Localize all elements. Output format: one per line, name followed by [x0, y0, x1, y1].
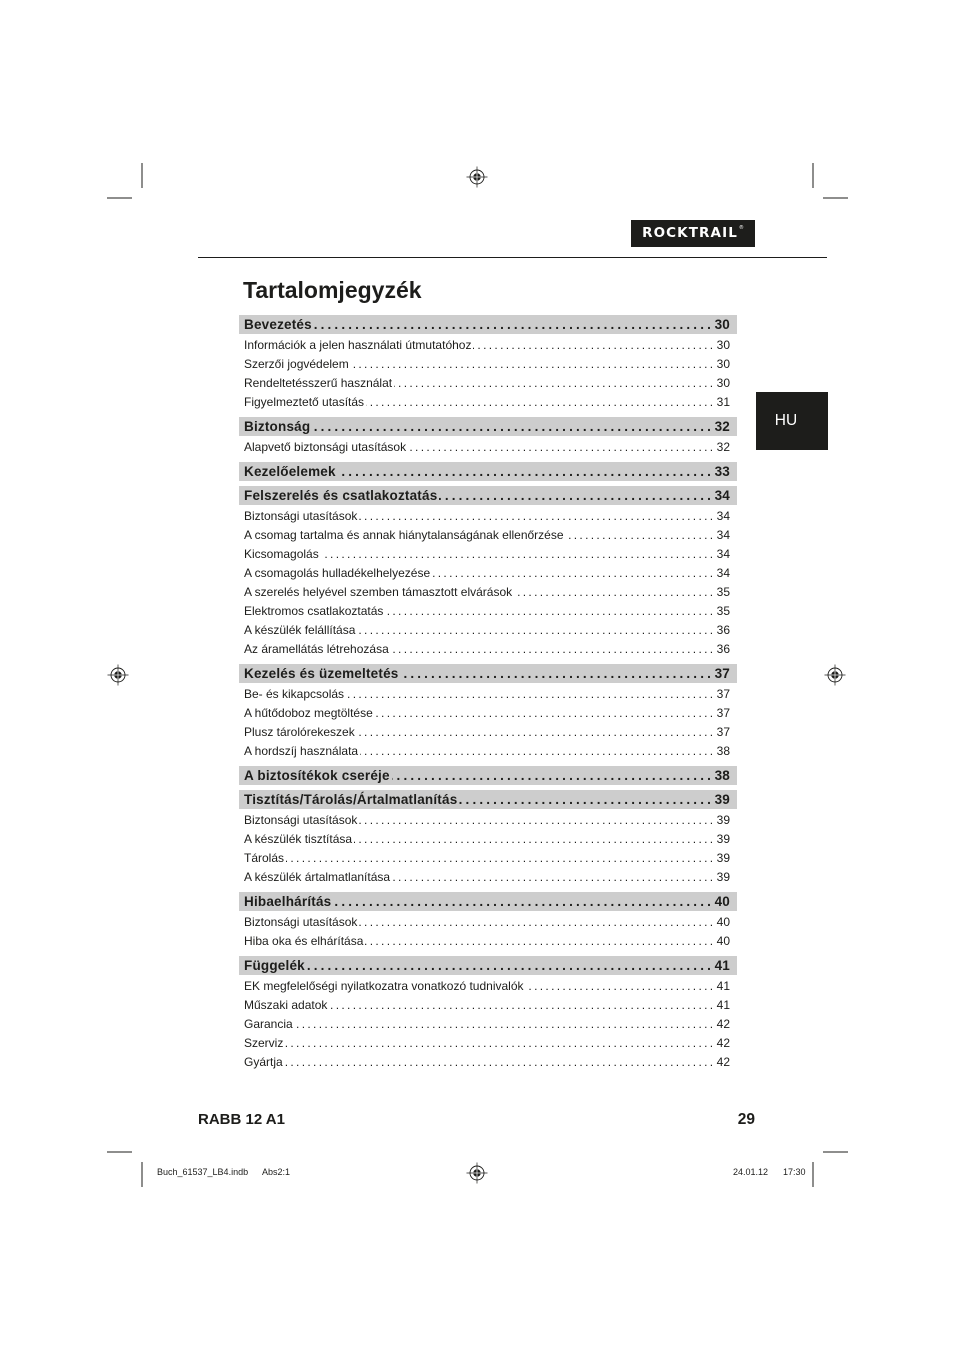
- toc-section-title: Bevezetés: [244, 317, 312, 332]
- toc-item-title: Biztonsági utasítások: [244, 915, 358, 929]
- toc-item-title: A hordszíj használata: [244, 744, 359, 758]
- toc-item-title: Információk a jelen használati útmutatóhoz: [244, 338, 472, 352]
- toc-item-title: A csomag tartalma és annak hiánytalanságának ellenőrzése: [244, 528, 564, 542]
- toc-section: [239, 766, 737, 785]
- registration-mark-top-icon: [467, 167, 488, 188]
- toc-section: [239, 956, 737, 1072]
- toc-section-header: [239, 664, 737, 683]
- dot-leader: [357, 621, 712, 640]
- toc-section: [239, 462, 737, 481]
- toc-section-header: [239, 315, 737, 334]
- toc-item: [239, 602, 737, 621]
- dot-leader: [439, 486, 710, 505]
- toc-section-page: 37: [714, 666, 730, 681]
- toc-item: [239, 355, 737, 374]
- toc-section: [239, 790, 737, 887]
- brand-logo-text: ROCKTRAIL: [642, 225, 738, 241]
- toc-item-page: 40: [716, 915, 730, 929]
- toc-item-page: 39: [716, 870, 730, 884]
- dot-leader: [357, 723, 713, 742]
- toc-item-title: Be- és kikapcsolás: [244, 687, 345, 701]
- toc-item-page: 42: [716, 1036, 730, 1050]
- toc-item: [239, 1034, 737, 1053]
- toc-item: [239, 830, 737, 849]
- toc-item: [239, 977, 737, 996]
- toc-section-header: [239, 892, 737, 911]
- toc-section-title: Függelék: [244, 958, 305, 973]
- language-tab-label: HU: [774, 412, 798, 429]
- toc-section-header: [239, 790, 737, 809]
- toc-item: [239, 564, 737, 583]
- header-rule: [198, 257, 827, 258]
- toc-item: [239, 1053, 737, 1072]
- dot-leader: [408, 438, 713, 457]
- dot-leader: [354, 830, 713, 849]
- toc-item-title: Tárolás: [244, 851, 285, 865]
- toc-item-title: Biztonsági utasítások: [244, 813, 358, 827]
- dot-leader: [365, 932, 712, 951]
- registration-mark-right-icon: [825, 665, 846, 686]
- toc-section-title: Biztonság: [244, 419, 311, 434]
- toc-section-header: [239, 462, 737, 481]
- page-title: Tartalomjegyzék: [243, 277, 422, 303]
- dot-leader: [285, 1053, 713, 1072]
- toc-item: [239, 336, 737, 355]
- dot-leader: [432, 564, 713, 583]
- dot-leader: [394, 374, 713, 393]
- dot-leader: [307, 956, 711, 975]
- slug-date: 24.01.12: [733, 1167, 769, 1177]
- toc-item-title: Az áramellátás létrehozása: [244, 642, 389, 656]
- toc-item: [239, 849, 737, 868]
- toc-section-page: 39: [714, 792, 730, 807]
- toc-section: [239, 486, 737, 659]
- toc-section-title: Kezelőelemek: [244, 464, 336, 479]
- dot-leader: [321, 545, 713, 564]
- dot-leader: [359, 913, 712, 932]
- dot-leader: [359, 507, 712, 526]
- toc-section-header: [239, 766, 737, 785]
- toc-section-page: 41: [714, 958, 730, 973]
- footer-page-number: 29: [737, 1111, 755, 1128]
- toc-section-header: [239, 417, 737, 436]
- toc-item: [239, 545, 737, 564]
- toc-item-page: 39: [716, 851, 730, 865]
- toc-item: [239, 640, 737, 659]
- dot-leader: [285, 1034, 712, 1053]
- toc-section-page: 38: [714, 768, 730, 783]
- table-of-contents: [239, 315, 737, 1077]
- toc-item-title: A készülék tisztítása: [244, 832, 353, 846]
- toc-item-page: 35: [716, 604, 730, 618]
- footer-model-number: RABB 12 A1: [198, 1111, 285, 1128]
- toc-item: [239, 723, 737, 742]
- toc-item-page: 30: [716, 376, 730, 390]
- dot-leader: [514, 583, 713, 602]
- language-tab: [756, 392, 828, 450]
- toc-item-page: 30: [716, 338, 730, 352]
- toc-item-page: 36: [716, 623, 730, 637]
- toc-item: [239, 868, 737, 887]
- dot-leader: [359, 811, 712, 830]
- toc-item-title: Kicsomagolás: [244, 547, 319, 561]
- toc-item-title: Gyártja: [244, 1055, 283, 1069]
- toc-item-title: A készülék felállítása: [244, 623, 356, 637]
- toc-section-title: Hibaelhárítás: [244, 894, 332, 909]
- toc-item-page: 37: [716, 687, 730, 701]
- dot-leader: [375, 704, 713, 723]
- dot-leader: [385, 602, 712, 621]
- toc-item-page: 34: [716, 566, 730, 580]
- toc-item-title: Plusz tárolórekeszek: [244, 725, 355, 739]
- toc-item: [239, 685, 737, 704]
- dot-leader: [329, 996, 712, 1015]
- toc-item-title: A csomagolás hulladékelhelyezése: [244, 566, 431, 580]
- toc-item: [239, 526, 737, 545]
- toc-section: [239, 417, 737, 457]
- brand-logo: [631, 220, 755, 247]
- dot-leader: [400, 664, 710, 683]
- toc-item-title: Alapvető biztonsági utasítások: [244, 440, 407, 454]
- registration-mark-left-icon: [108, 665, 129, 686]
- toc-section-page: 34: [714, 488, 730, 503]
- toc-item-page: 37: [716, 706, 730, 720]
- toc-item: [239, 996, 737, 1015]
- toc-item-title: EK megfelelőségi nyilatkozatra vonatkozó tudnivalók: [244, 979, 524, 993]
- slug-page-ref: Abs2:1: [262, 1167, 291, 1177]
- toc-section: [239, 664, 737, 761]
- toc-item-page: 40: [716, 934, 730, 948]
- dot-leader: [351, 355, 713, 374]
- toc-item-page: 38: [716, 744, 730, 758]
- toc-item-title: Garancia: [244, 1017, 293, 1031]
- toc-item-page: 34: [716, 509, 730, 523]
- toc-section-title: Kezelés és üzemeltetés: [244, 666, 399, 681]
- toc-item: [239, 393, 737, 412]
- toc-item-page: 30: [716, 357, 730, 371]
- toc-item: [239, 811, 737, 830]
- toc-item: [239, 583, 737, 602]
- dot-leader: [366, 393, 713, 412]
- toc-item-page: 36: [716, 642, 730, 656]
- dot-leader: [346, 685, 713, 704]
- registered-mark: ®: [738, 224, 744, 231]
- toc-item-title: Műszaki adatok: [244, 998, 328, 1012]
- toc-section-title: Tisztítás/Tárolás/Ártalmatlanítás: [244, 792, 458, 807]
- dot-leader: [338, 462, 711, 481]
- toc-section-page: 30: [714, 317, 730, 332]
- toc-section-title: A biztosítékok cseréje: [244, 768, 390, 783]
- toc-item-title: Rendeltetésszerű használat: [244, 376, 393, 390]
- toc-item-title: Figyelmeztető utasítás: [244, 395, 365, 409]
- toc-item-title: Biztonsági utasítások: [244, 509, 358, 523]
- dot-leader: [392, 766, 711, 785]
- toc-item-page: 37: [716, 725, 730, 739]
- dot-leader: [312, 417, 710, 436]
- toc-section-page: 32: [714, 419, 730, 434]
- toc-item-title: Szerzői jogvédelem: [244, 357, 349, 371]
- toc-item: [239, 507, 737, 526]
- toc-item-page: 32: [716, 440, 730, 454]
- slug-file-name: Buch_61537_LB4.indb: [157, 1167, 249, 1177]
- toc-item-title: Hiba oka és elhárítása: [244, 934, 364, 948]
- toc-section-page: 33: [714, 464, 730, 479]
- toc-item: [239, 742, 737, 761]
- toc-item-title: A szerelés helyével szemben támasztott elvárások: [244, 585, 513, 599]
- toc-item: [239, 621, 737, 640]
- toc-item-page: 34: [716, 547, 730, 561]
- dot-leader: [459, 790, 710, 809]
- toc-item: [239, 913, 737, 932]
- toc-item-page: 42: [716, 1055, 730, 1069]
- slug-time: 17:30: [783, 1167, 806, 1177]
- toc-item-page: 39: [716, 832, 730, 846]
- dot-leader: [392, 868, 713, 887]
- dot-leader: [566, 526, 713, 545]
- toc-item: [239, 704, 737, 723]
- toc-section-header: [239, 956, 737, 975]
- toc-section: [239, 892, 737, 951]
- toc-item-page: 41: [716, 998, 730, 1012]
- toc-item: [239, 932, 737, 951]
- toc-item-page: 42: [716, 1017, 730, 1031]
- toc-section-title: Felszerelés és csatlakoztatás: [244, 488, 438, 503]
- dot-leader: [286, 849, 713, 868]
- toc-item-page: 34: [716, 528, 730, 542]
- dot-leader: [314, 315, 711, 334]
- toc-section-header: [239, 486, 737, 505]
- toc-item: [239, 1015, 737, 1034]
- dot-leader: [473, 336, 712, 355]
- dot-leader: [360, 742, 713, 761]
- toc-section: [239, 315, 737, 412]
- dot-leader: [333, 892, 710, 911]
- toc-item: [239, 374, 737, 393]
- dot-leader: [391, 640, 713, 659]
- toc-item: [239, 438, 737, 457]
- toc-item-page: 31: [716, 395, 730, 409]
- toc-item-title: Elektromos csatlakoztatás: [244, 604, 384, 618]
- toc-item-title: Szerviz: [244, 1036, 284, 1050]
- toc-item-title: A hűtődoboz megtöltése: [244, 706, 373, 720]
- dot-leader: [295, 1015, 713, 1034]
- registration-mark-bottom-icon: [467, 1163, 488, 1184]
- dot-leader: [526, 977, 713, 996]
- toc-item-page: 39: [716, 813, 730, 827]
- toc-item-page: 41: [716, 979, 730, 993]
- toc-item-title: A készülék ártalmatlanítása: [244, 870, 391, 884]
- toc-item-page: 35: [716, 585, 730, 599]
- toc-section-page: 40: [714, 894, 730, 909]
